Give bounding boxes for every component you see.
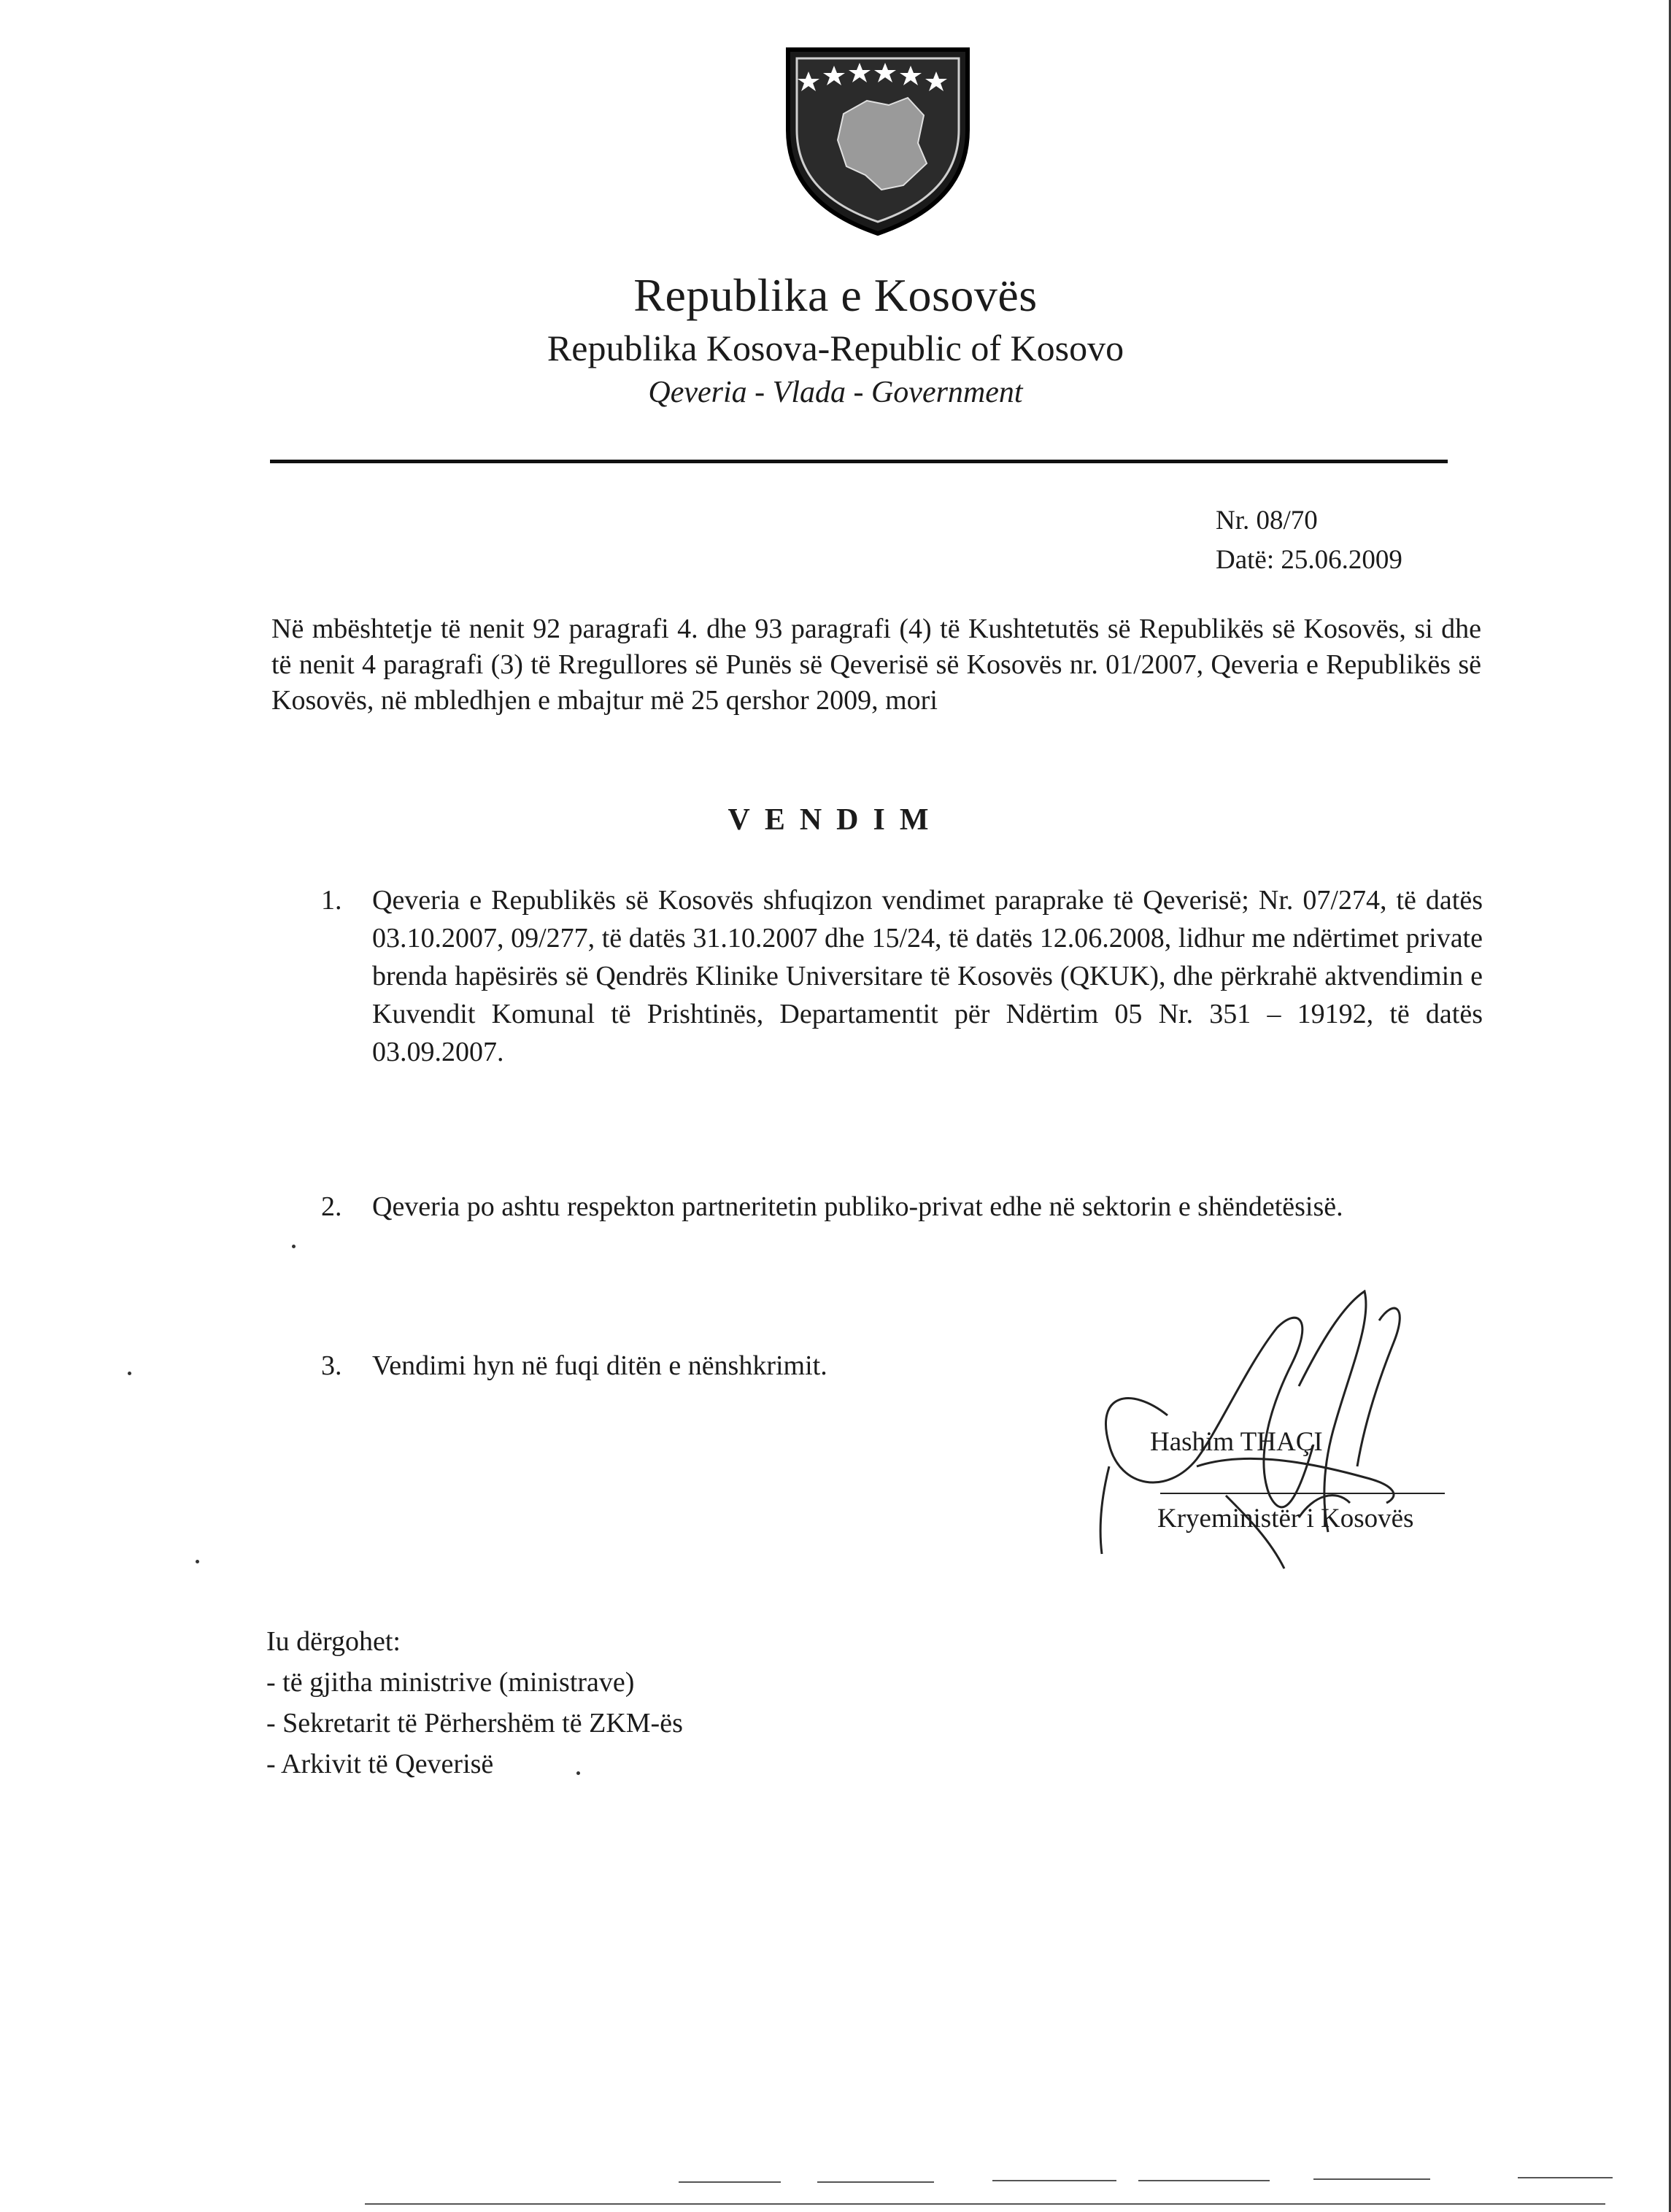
document-number: Nr. 08/70 xyxy=(1216,506,1318,535)
footer-rule xyxy=(992,2180,1116,2181)
footer-rule xyxy=(1518,2177,1613,2178)
kosovo-coat-of-arms-icon xyxy=(779,20,976,239)
intro-paragraph: Në mbështetje të nenit 92 paragrafi 4. dhe 93 paragrafi (4) të Kushtetutës së Republikës së Kosovës, si dhe të nenit 4 paragrafi (3) të Rregullores së Punës së Qeverisë së Kosovës nr. 01/2007, Qeveria e Republikës së Kosovës, në mbledhjen e mbajtur më 25 qershor 2009, mori xyxy=(271,614,1481,716)
decision-item-text: Vendimi hyn në fuqi ditën e nënshkrimit. xyxy=(372,1350,827,1381)
footer-rule xyxy=(817,2181,934,2183)
recipients-heading: Iu dërgohet: xyxy=(266,1626,401,1657)
republic-name-multilingual: Republika Kosova-Republic of Kosovo xyxy=(547,328,1124,368)
document-date: Datë: 25.06.2009 xyxy=(1216,545,1402,575)
scan-speck xyxy=(292,1245,296,1248)
footer-rule xyxy=(1138,2180,1270,2181)
decision-item-number: 2. xyxy=(321,1191,342,1222)
decision-item-number: 1. xyxy=(321,885,342,916)
scan-speck xyxy=(128,1372,131,1375)
republic-name-albanian: Republika e Kosovës xyxy=(633,269,1038,321)
footer-rule xyxy=(679,2181,781,2183)
decision-item xyxy=(321,1188,1483,1275)
decision-item-number: 3. xyxy=(321,1350,342,1381)
footer-rule xyxy=(1313,2178,1430,2180)
government-name: Qeveria - Vlada - Government xyxy=(648,376,1023,409)
scan-speck xyxy=(196,1560,199,1563)
header-divider xyxy=(270,460,1448,463)
decision-item xyxy=(321,881,1483,1122)
recipients-block xyxy=(266,1621,683,1784)
signer-name: Hashim THAÇI xyxy=(1150,1427,1323,1457)
decision-item-text: Qeveria e Republikës së Kosovës shfuqizon vendimet paraprake të Qeverisë; Nr. 07/274, të datës 03.10.2007, 09/277, të datës 31.10.2007 dhe 15/24, të datës 12.06.2008, lidhur me ndërtimet private brenda hapësirës së Qendrës Klinike Universitare të Kosovës (QKUK), dhe përkrahë aktvendimin e Kuvendit Komunal të Prishtinës, Departamentit për Ndërtim 05 Nr. 351 – 19192, të datës 03.09.2007. xyxy=(372,885,1483,1067)
recipient-item: - Sekretarit të Përhershëm të ZKM-ës xyxy=(266,1708,683,1739)
footer-rule xyxy=(365,2203,1605,2205)
signer-title: Kryeministër i Kosovës xyxy=(1157,1504,1414,1534)
scan-speck xyxy=(576,1771,580,1775)
decision-title: VENDIM xyxy=(728,803,943,837)
recipient-item: - të gjitha ministrive (ministrave) xyxy=(266,1667,635,1698)
decision-item-text: Qeveria po ashtu respekton partneritetin publiko-privat edhe në sektorin e shëndetësisë. xyxy=(372,1191,1343,1222)
signature-line xyxy=(1160,1493,1445,1494)
recipient-item: - Arkivit të Qeverisë xyxy=(266,1749,494,1779)
